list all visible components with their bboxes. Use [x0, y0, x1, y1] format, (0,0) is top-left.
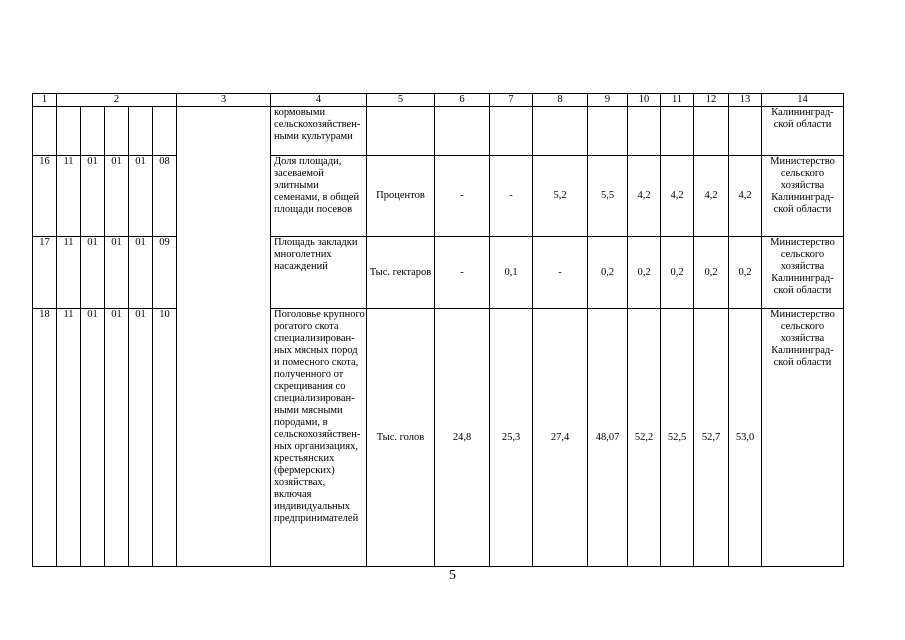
header-cell: 6	[435, 94, 490, 107]
value-cell: -	[490, 156, 533, 237]
value-cell: 24,8	[435, 309, 490, 567]
table-row	[33, 309, 844, 567]
header-cell: 2	[57, 94, 177, 107]
unit-cell	[367, 107, 435, 156]
value-cell: -	[435, 156, 490, 237]
code-cell	[129, 107, 153, 156]
indicator-table	[32, 93, 844, 567]
table-row	[33, 107, 844, 156]
indicator-name: кормовыми сельскохозяйствен-ными культурами	[271, 107, 367, 156]
value-cell: 53,0	[729, 309, 762, 567]
header-cell: 4	[271, 94, 367, 107]
code-cell: 08	[153, 156, 177, 237]
indicator-name: Поголовье крупного рогатого скота специализирован-ных мясных пород и помесного скота, полученного от скрещивания со специализирован-ными мясными породами, в сельскохозяйствен-ных организациях, крестьянских (фермерских) хозяйствах, включая индивидуальных предпринимателей	[271, 309, 367, 567]
value-cell: 27,4	[533, 309, 588, 567]
value-cell	[694, 107, 729, 156]
value-cell	[729, 107, 762, 156]
code-cell: 01	[105, 156, 129, 237]
header-cell: 11	[661, 94, 694, 107]
value-cell: -	[435, 237, 490, 309]
code-cell: 11	[57, 309, 81, 567]
header-cell: 3	[177, 94, 271, 107]
table-row	[33, 237, 844, 309]
code-cell: 10	[153, 309, 177, 567]
value-cell: 0,2	[661, 237, 694, 309]
code-cell: 01	[81, 237, 105, 309]
executor-cell: Министерство сельского хозяйства Калининград-ской области	[762, 237, 844, 309]
value-cell	[661, 107, 694, 156]
executor-cell: Министерство сельского хозяйства Калининград-ской области	[762, 309, 844, 567]
value-cell: 25,3	[490, 309, 533, 567]
unit-cell: Процентов	[367, 156, 435, 237]
value-cell: -	[533, 237, 588, 309]
value-cell: 0,2	[729, 237, 762, 309]
value-cell: 4,2	[628, 156, 661, 237]
column-3-cell	[177, 107, 271, 567]
header-cell: 14	[762, 94, 844, 107]
code-cell: 09	[153, 237, 177, 309]
header-cell: 5	[367, 94, 435, 107]
value-cell: 48,07	[588, 309, 628, 567]
header-cell: 1	[33, 94, 57, 107]
code-cell: 01	[105, 309, 129, 567]
row-number: 18	[33, 309, 57, 567]
value-cell: 4,2	[694, 156, 729, 237]
header-cell: 7	[490, 94, 533, 107]
code-cell: 01	[81, 156, 105, 237]
header-cell: 8	[533, 94, 588, 107]
code-cell: 01	[129, 237, 153, 309]
page-number: 5	[449, 568, 456, 583]
value-cell	[490, 107, 533, 156]
value-cell: 4,2	[729, 156, 762, 237]
executor-cell: Министерство сельского хозяйства Калининград-ской области	[762, 156, 844, 237]
value-cell	[588, 107, 628, 156]
value-cell: 0,1	[490, 237, 533, 309]
code-cell: 11	[57, 237, 81, 309]
value-cell: 0,2	[694, 237, 729, 309]
indicator-name: Доля площади, засеваемой элитными семенами, в общей площади посевов	[271, 156, 367, 237]
code-cell: 01	[129, 309, 153, 567]
code-cell: 01	[105, 237, 129, 309]
code-cell: 01	[129, 156, 153, 237]
value-cell: 4,2	[661, 156, 694, 237]
row-number	[33, 107, 57, 156]
value-cell: 0,2	[588, 237, 628, 309]
header-cell: 12	[694, 94, 729, 107]
code-cell	[57, 107, 81, 156]
value-cell	[533, 107, 588, 156]
row-number: 17	[33, 237, 57, 309]
executor-cell: Калининград-ской области	[762, 107, 844, 156]
unit-cell: Тыс. гектаров	[367, 237, 435, 309]
header-cell: 10	[628, 94, 661, 107]
header-cell: 9	[588, 94, 628, 107]
value-cell: 52,2	[628, 309, 661, 567]
value-cell: 5,5	[588, 156, 628, 237]
code-cell	[81, 107, 105, 156]
indicator-name: Площадь закладки многолетних насаждений	[271, 237, 367, 309]
row-number: 16	[33, 156, 57, 237]
value-cell	[435, 107, 490, 156]
code-cell: 01	[81, 309, 105, 567]
value-cell: 52,7	[694, 309, 729, 567]
value-cell: 52,5	[661, 309, 694, 567]
header-row	[33, 94, 844, 107]
code-cell: 11	[57, 156, 81, 237]
value-cell: 0,2	[628, 237, 661, 309]
unit-cell: Тыс. голов	[367, 309, 435, 567]
header-cell: 13	[729, 94, 762, 107]
value-cell: 5,2	[533, 156, 588, 237]
code-cell	[153, 107, 177, 156]
table-row	[33, 156, 844, 237]
code-cell	[105, 107, 129, 156]
value-cell	[628, 107, 661, 156]
